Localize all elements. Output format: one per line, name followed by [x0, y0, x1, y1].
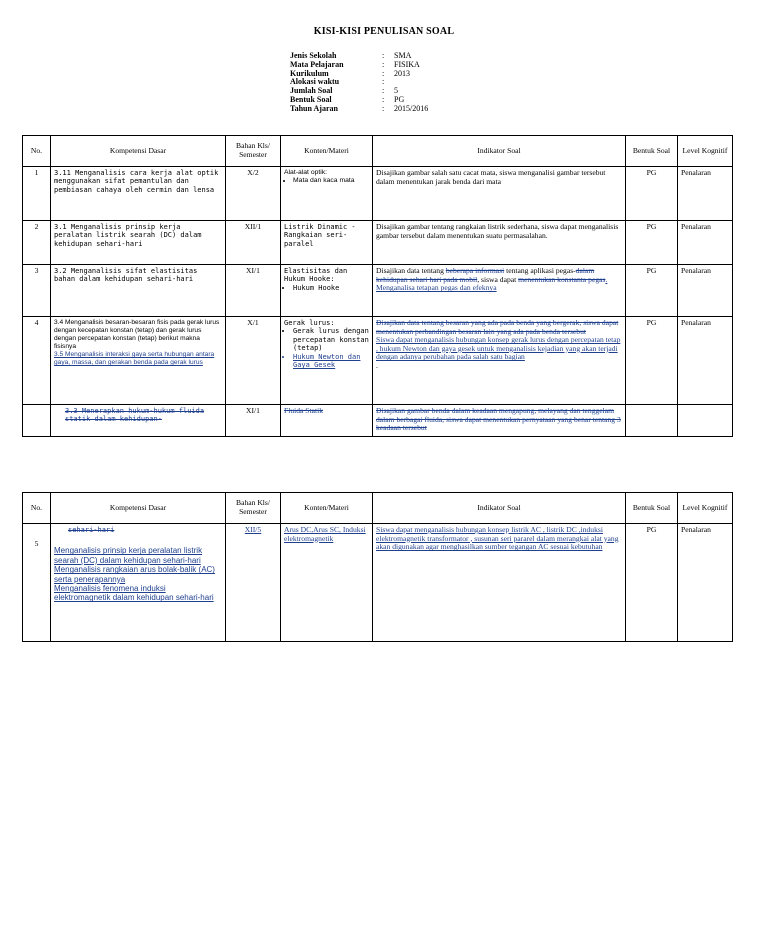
header-konten: Konten/Materi [281, 136, 373, 167]
cell-bentuk [626, 405, 678, 437]
cell-konten: Arus DC,Arus SC, Induksi elektromagnetik [281, 524, 373, 642]
header-level: Level Kognitif [678, 493, 733, 524]
table-header-row [23, 136, 733, 167]
meta-value: 2015/2016 [394, 103, 429, 113]
header-kompetensi: Kompetensi Dasar [51, 493, 226, 524]
kd-revised: Menganalisis prinsip kerja peralatan listrik searah (DC) dalam kehidupan sehari-hari [54, 546, 203, 565]
konten-list [284, 284, 369, 292]
kd-struck: sehari-hari [68, 526, 115, 534]
cell-kompetensi: 3.1 Menganalisis prinsip kerja peralatan listrik searah (DC) dalam kehidupan sehari-hari [51, 221, 226, 265]
list-item: • Gerak lurus dengan percepatan konstan (tetap) [293, 327, 369, 352]
cell-no: 1 [23, 167, 51, 221]
cell-bentuk: PG [626, 317, 678, 405]
table-row [23, 524, 733, 642]
cell-konten [281, 265, 373, 317]
meta-value: 2013 [394, 68, 410, 78]
cell-kompetensi: 3.3 Menerapkan hukum-hukum fluida statik dalam kehidupan- [51, 405, 226, 437]
meta-row: Jumlah Soal : 5 [290, 86, 398, 96]
cell-bahan: XI/1 [226, 265, 281, 317]
konten-head: Elastisitas dan Hukum Hooke: [284, 267, 348, 284]
meta-block [290, 52, 428, 114]
cell-konten [281, 317, 373, 405]
cell-level: Penalaran [678, 524, 733, 642]
kd-revised: Menganalisis fenomena induksi elektromagnetik dalam kehidupan sehari-hari [54, 584, 214, 603]
meta-label: Jumlah Soal [290, 86, 333, 96]
cell-konten [281, 167, 373, 221]
kd-revised: Menganalisis rangkaian arus bolak-balik (AC) serta penerapannya [54, 565, 215, 584]
cell-kompetensi [51, 524, 226, 642]
cell-no: 4 [23, 317, 51, 405]
meta-value: SMA [394, 51, 412, 60]
meta-label: Mata Pelajaran [290, 59, 344, 69]
header-bahan: Bahan Kls/ Semester [226, 136, 281, 167]
cell-no [23, 405, 51, 437]
table-row [23, 405, 733, 437]
header-konten: Konten/Materi [281, 493, 373, 524]
indikator-tail: . [376, 360, 378, 370]
cell-bahan: X/1 [226, 317, 281, 405]
cell-indikator: Siswa dapat menganalisis hubungan konsep listrik AC , listrik DC ,induksi elektromagnetik transformator , susunan seri pararel dalam merangkai alat yang akan digunakan agar menghasilkan sumber tegangan AC sesuai kebutuhan [373, 524, 626, 642]
meta-value: 5 [394, 86, 398, 96]
kisi-table-1 [22, 135, 733, 437]
list-item: • Hukum Hooke [293, 284, 369, 292]
cell-level: Penalaran [678, 221, 733, 265]
cell-level [678, 405, 733, 437]
header-indikator: Indikator Soal [373, 136, 626, 167]
cell-bentuk: PG [626, 265, 678, 317]
meta-row: Alokasi waktu : [290, 77, 385, 87]
indikator-struck: Disajikan data tentang besaran yang ada pada benda yang bergerak, siswa dapat menentukan perbandingan besaran lain yang ada pada benda tersebut [376, 318, 619, 336]
table-row [23, 317, 733, 405]
meta-label: Alokasi waktu [290, 77, 340, 87]
cell-kompetensi: 3.11 Menganalisis cara kerja alat optik menggunakan sifat pemantulan dan pembiasan cahaya oleh cermin dan lensa [51, 167, 226, 221]
cell-bentuk: PG [626, 221, 678, 265]
cell-level: Penalaran [678, 167, 733, 221]
header-kompetensi: Kompetensi Dasar [51, 136, 226, 167]
header-no: No. [23, 136, 51, 167]
header-bahan: Bahan Kls/ Semester [226, 493, 281, 524]
table-header-row [23, 493, 733, 524]
cell-no: 2 [23, 221, 51, 265]
cell-no: 3 [23, 265, 51, 317]
table-row [23, 265, 733, 317]
cell-kompetensi [51, 317, 226, 405]
meta-row: Bentuk Soal : PG [290, 94, 405, 104]
meta-label: Bentuk Soal [290, 94, 332, 104]
list-item: • Hukum Newton dan Gaya Gesek [293, 353, 369, 370]
meta-label: Kurikulum [290, 68, 329, 78]
table-row [23, 167, 733, 221]
meta-label: Tahun Ajaran [290, 103, 338, 113]
konten-list [284, 177, 369, 185]
table-row [23, 221, 733, 265]
meta-row: Tahun Ajaran : 2015/2016 [290, 103, 429, 113]
cell-indikator [373, 317, 626, 405]
header-level: Level Kognitif [678, 136, 733, 167]
cell-bahan: XII/5 [226, 524, 281, 642]
cell-bentuk: PG [626, 524, 678, 642]
meta-row: Jenis Sekolah : SMA [290, 51, 412, 60]
meta-row: Kurikulum : 2013 [290, 68, 410, 78]
cell-kompetensi: 3.2 Menganalisis sifat elastisitas bahan dalam kehidupan sehari-hari [51, 265, 226, 317]
kd-revised: 3.5 Menganalisis interaksi gaya serta hubungan antara gaya, massa, dan gerakan benda pada gerak lurus [54, 351, 215, 366]
cell-level: Penalaran [678, 265, 733, 317]
cell-no: 5 [23, 524, 51, 642]
cell-bahan: X/2 [226, 167, 281, 221]
cell-konten: Fluida Statik [281, 405, 373, 437]
kisi-table-2 [22, 492, 733, 642]
cell-indikator: Disajikan gambar benda dalam keadaan mengapung, melayang dan tenggelam dalam berbagai fluida, siswa dapat menentukan pernyataan yang benar tentang 3 keadaan tersebut [373, 405, 626, 437]
cell-indikator: Disajikan gambar salah satu cacat mata, siswa menganalisi gambar tersebut dalam menentukan jarak benda dari mata [373, 167, 626, 221]
header-bentuk: Bentuk Soal [626, 493, 678, 524]
cell-indikator: Disajikan gambar tentang rangkaian listrik sederhana, siswa dapat menganalisis gambar tersebut dalam menentukan suatu permasalahan. [373, 221, 626, 265]
cell-bentuk: PG [626, 167, 678, 221]
meta-value: PG [394, 94, 405, 104]
header-no: No. [23, 493, 51, 524]
cell-bahan: XII/1 [226, 221, 281, 265]
list-item: • Mata dan kaca mata [293, 177, 369, 185]
document-title: KISI-KISI PENULISAN SOAL [313, 26, 455, 37]
konten-head: Alat-alat optik: [284, 169, 328, 176]
cell-level: Penalaran [678, 317, 733, 405]
meta-label: Jenis Sekolah [290, 51, 337, 60]
konten-list [284, 327, 369, 369]
konten-head: Gerak lurus: [284, 319, 335, 327]
cell-bahan: XI/1 [226, 405, 281, 437]
header-bentuk: Bentuk Soal [626, 136, 678, 167]
meta-row: Mata Pelajaran : FISIKA [290, 59, 420, 69]
indikator-revised: Siswa dapat menganalisis hubungan konsep gerak lurus dengan percepatan tetap , hukum Newton dan gaya gesek untuk menganalisis kejadian yang akan terjadi dengan adanya perubahan pada salah satu bagian [376, 335, 621, 362]
cell-konten: Listrik Dinamic -Rangkaian seri-paralel [281, 221, 373, 265]
header-indikator: Indikator Soal [373, 493, 626, 524]
cell-indikator: Disajikan data tentang beberapa informasi tentang aplikasi pegas-dalam kehidupan sehari hari pada mobil, siswa dapat menentukan konstanta pegas. Menganalisa tetapan pegas dan efeknya [373, 265, 626, 317]
kd-struck: 3.4 Menganalisis besaran-besaran fisis pada gerak lurus dengan kecepatan konstan (tetap) dan gerak lurus dengan percepatan konstan (tetap) berikut makna fisisnya [54, 319, 220, 350]
meta-value: FISIKA [394, 59, 420, 69]
